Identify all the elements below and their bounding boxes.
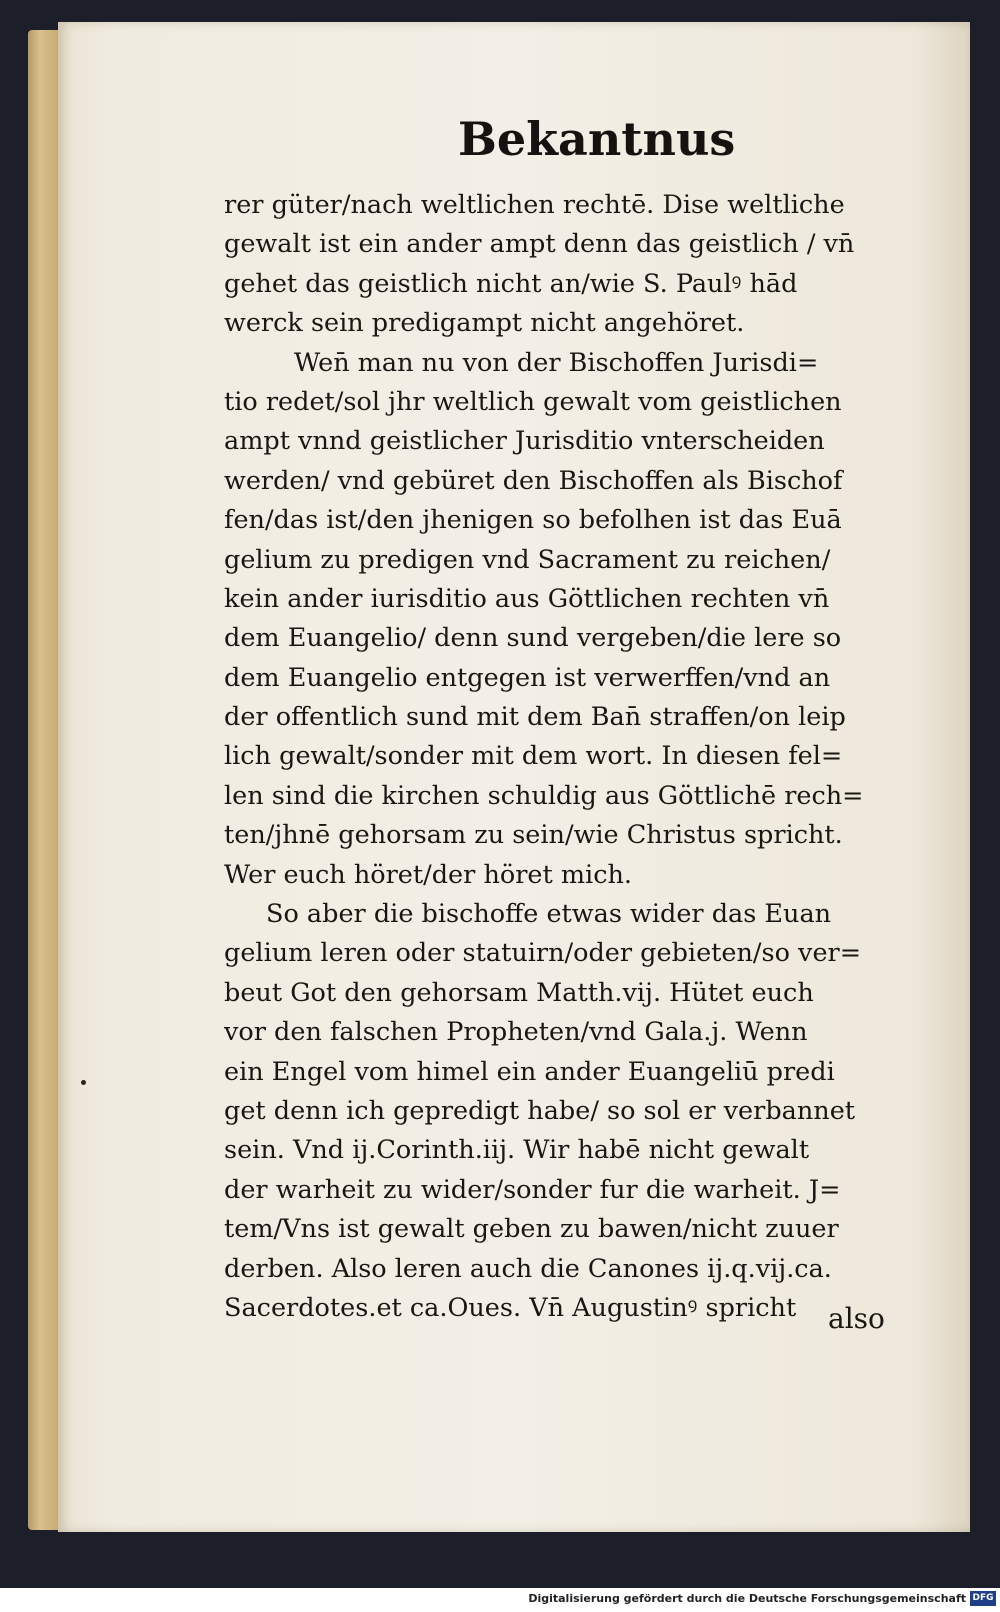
- text-line: werden/ vnd gebüret den Bischoffen als Bischof: [224, 465, 843, 496]
- text-line: So aber die bischoffe etwas wider das Euan: [266, 899, 832, 930]
- text-line: gelium zu predigen vnd Sacrament zu reichen/: [224, 544, 831, 575]
- text-line: Wen̄ man nu von der Bischoffen Jurisdi=: [294, 347, 819, 378]
- text-line: beut Got den gehorsam Matth.vij. Hütet euch: [224, 977, 814, 1008]
- text-line: gehet das geistlich nicht an/wie S. Paulꝰ hād: [224, 268, 798, 299]
- text-line: werck sein predigampt nicht angehöret.: [224, 308, 745, 339]
- text-line: lich gewalt/sonder mit dem wort. In diesen fel=: [224, 741, 843, 772]
- text-line: fen/das ist/den jhenigen so befolhen ist das Euā: [224, 505, 842, 536]
- text-line: ampt vnnd geistlicher Jurisditio vnterscheiden: [224, 426, 825, 457]
- text-line: Sacerdotes.et ca.Oues. Vn̄ Augustinꝰ spricht: [224, 1292, 797, 1323]
- footer-bar: [0, 1588, 1000, 1612]
- text-line: dem Euangelio entgegen ist verwerffen/vnd an: [224, 662, 831, 693]
- funding-credit: Digitalisierung gefördert durch die Deutsche Forschungsgemeinschaft: [528, 1592, 966, 1605]
- text-line: gewalt ist ein ander ampt denn das geistlich / vn̄: [224, 229, 855, 260]
- dfg-logo: DFG: [970, 1591, 996, 1606]
- text-line: dem Euangelio/ denn sund vergeben/die lere so: [224, 623, 842, 654]
- text-line: tio redet/sol jhr weltlich gewalt vom geistlichen: [224, 386, 842, 417]
- text-line: ein Engel vom himel ein ander Euangeliū predi: [224, 1056, 835, 1087]
- text-line: get denn ich gepredigt habe/ so sol er verbannet: [224, 1095, 856, 1126]
- text-line: der offentlich sund mit dem Ban̄ straffen/on leip: [224, 702, 846, 733]
- text-line: tem/Vns ist gewalt geben zu bawen/nicht zuuer: [224, 1214, 839, 1245]
- text-line: Wer euch höret/der höret mich.: [224, 859, 632, 890]
- text-line: ten/jhnē gehorsam zu sein/wie Christus spricht.: [224, 820, 843, 851]
- text-line: der warheit zu wider/sonder fur die warheit. J=: [224, 1174, 841, 1205]
- text-line: kein ander iurisditio aus Göttlichen rechten vn̄: [224, 583, 830, 614]
- text-line: gelium leren oder statuirn/oder gebieten/so ver=: [224, 938, 862, 969]
- ink-spot: [81, 1080, 86, 1085]
- catchword: also: [828, 1302, 885, 1335]
- text-line: vor den falschen Propheten/vnd Gala.j. Wenn: [224, 1017, 808, 1048]
- body-text: [224, 186, 914, 1328]
- text-line: len sind die kirchen schuldig aus Göttlichē rech=: [224, 780, 864, 811]
- text-line: sein. Vnd ij.Corinth.iij. Wir habē nicht gewalt: [224, 1135, 810, 1166]
- running-head: Bekantnus: [458, 112, 736, 166]
- text-line: rer güter/nach weltlichen rechtē. Dise weltliche: [224, 190, 845, 220]
- text-line: derben. Also leren auch die Canones ij.q.vij.ca.: [224, 1253, 832, 1284]
- book-page-edges: [28, 30, 58, 1530]
